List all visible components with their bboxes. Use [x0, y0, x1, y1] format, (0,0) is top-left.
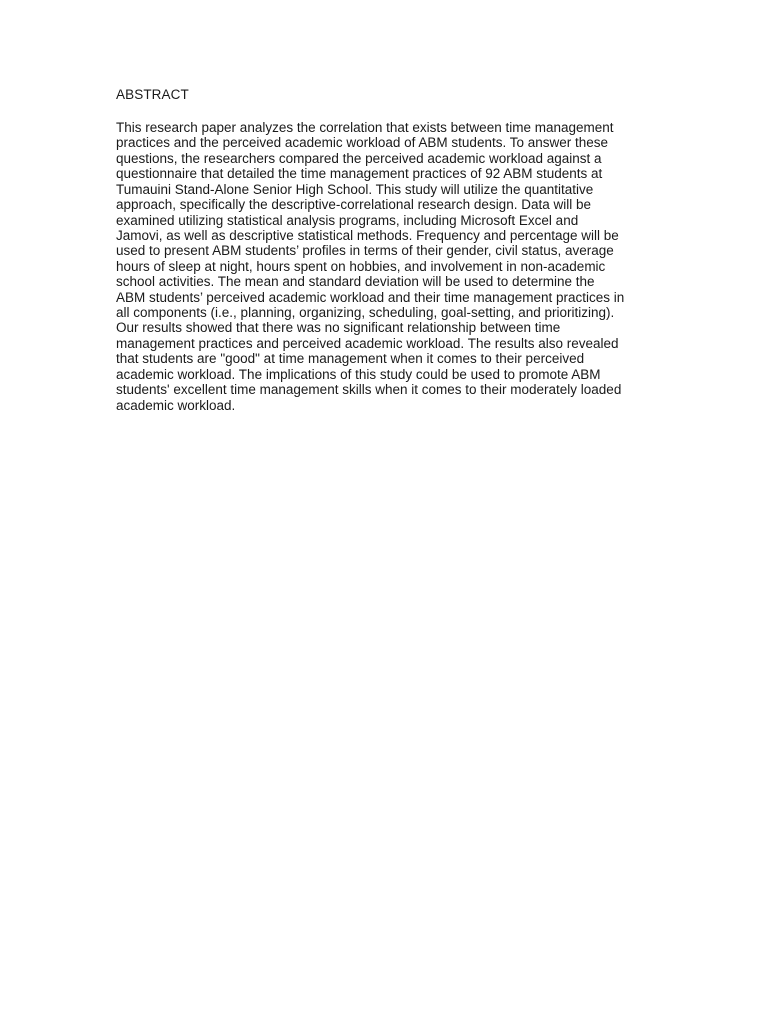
- abstract-line: Jamovi, as well as descriptive statistical methods. Frequency and percentage will be: [116, 227, 619, 243]
- abstract-line: Our results showed that there was no significant relationship between time: [116, 320, 561, 336]
- abstract-line: approach, specifically the descriptive-correlational research design. Data will be: [116, 197, 591, 213]
- abstract-line: questions, the researchers compared the perceived academic workload against a: [116, 150, 602, 166]
- abstract-line: examined utilizing statistical analysis programs, including Microsoft Excel and: [116, 212, 579, 228]
- abstract-line: This research paper analyzes the correlation that exists between time management: [116, 120, 614, 135]
- abstract-line: academic workload.: [116, 397, 236, 413]
- abstract-line: practices and the perceived academic workload of ABM students. To answer these: [116, 135, 609, 151]
- abstract-body: [116, 120, 676, 413]
- abstract-line: Tumauini Stand-Alone Senior High School. This study will utilize the quantitative: [116, 181, 594, 197]
- abstract-line: that students are "good" at time management when it comes to their perceived: [116, 351, 585, 367]
- abstract-heading: ABSTRACT: [116, 87, 189, 102]
- abstract-line: management practices and perceived academic workload. The results also revealed: [116, 335, 619, 351]
- abstract-line: used to present ABM students’ profiles in terms of their gender, civil status, average: [116, 243, 614, 259]
- abstract-line: ABM students’ perceived academic workload and their time management practices in: [116, 289, 625, 305]
- abstract-line: all components (i.e., planning, organizing, scheduling, goal-setting, and prioritizing).: [116, 305, 615, 321]
- abstract-line: academic workload. The implications of this study could be used to promote ABM: [116, 366, 601, 382]
- abstract-line: hours of sleep at night, hours spent on hobbies, and involvement in non-academic: [116, 258, 606, 274]
- abstract-line: students' excellent time management skills when it comes to their moderately loaded: [116, 382, 622, 398]
- abstract-line: school activities. The mean and standard deviation will be used to determine the: [116, 274, 595, 290]
- abstract-line: questionnaire that detailed the time management practices of 92 ABM students at: [116, 166, 603, 182]
